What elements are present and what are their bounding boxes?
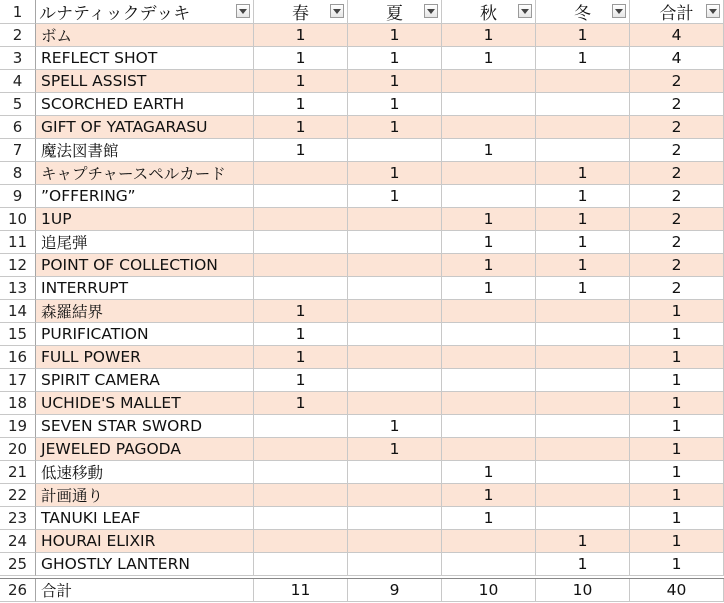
cell-deck-name[interactable]: GIFT OF YATAGARASU <box>36 116 254 139</box>
header-winter-label: 冬 <box>574 4 591 24</box>
cell-total[interactable]: 1 <box>630 530 724 553</box>
cell-autumn[interactable] <box>442 438 536 461</box>
cell-spring[interactable] <box>254 438 348 461</box>
cell-total[interactable]: 1 <box>630 392 724 415</box>
cell-winter[interactable] <box>536 461 630 484</box>
cell-spring[interactable]: 1 <box>254 392 348 415</box>
row-number[interactable]: 6 <box>0 116 36 139</box>
cell-winter[interactable] <box>536 484 630 507</box>
cell-summer[interactable]: 1 <box>348 70 442 93</box>
cell-autumn[interactable]: 1 <box>442 484 536 507</box>
cell-total[interactable]: 2 <box>630 208 724 231</box>
cell-deck-name[interactable]: SCORCHED EARTH <box>36 93 254 116</box>
cell-deck-name[interactable]: 計画通り <box>36 484 254 507</box>
cell-total[interactable]: 2 <box>630 185 724 208</box>
cell-deck-name[interactable]: 魔法図書館 <box>36 139 254 162</box>
cell-spring[interactable]: 1 <box>254 116 348 139</box>
cell-spring[interactable] <box>254 553 348 576</box>
cell-deck-name[interactable]: SPIRIT CAMERA <box>36 369 254 392</box>
header-total-label: 合計 <box>659 4 694 24</box>
cell-spring[interactable]: 1 <box>254 24 348 47</box>
cell-winter[interactable]: 1 <box>536 254 630 277</box>
cell-autumn[interactable]: 1 <box>442 208 536 231</box>
cell-summer[interactable]: 1 <box>348 116 442 139</box>
row-number[interactable]: 23 <box>0 507 36 530</box>
cell-autumn[interactable]: 1 <box>442 277 536 300</box>
cell-deck-name[interactable]: PURIFICATION <box>36 323 254 346</box>
cell-winter[interactable] <box>536 323 630 346</box>
cell-deck-name[interactable]: ”OFFERING” <box>36 185 254 208</box>
cell-summer[interactable] <box>348 300 442 323</box>
cell-spring[interactable] <box>254 277 348 300</box>
cell-summer[interactable] <box>348 461 442 484</box>
cell-deck-name[interactable]: JEWELED PAGODA <box>36 438 254 461</box>
cell-total[interactable]: 2 <box>630 116 724 139</box>
cell-winter[interactable]: 1 <box>536 231 630 254</box>
cell-winter[interactable] <box>536 369 630 392</box>
cell-total[interactable]: 1 <box>630 461 724 484</box>
cell-total[interactable]: 2 <box>630 139 724 162</box>
cell-deck-name[interactable]: GHOSTLY LANTERN <box>36 553 254 576</box>
cell-spring[interactable] <box>254 208 348 231</box>
cell-total[interactable]: 2 <box>630 162 724 185</box>
cell-autumn[interactable] <box>442 185 536 208</box>
cell-winter[interactable]: 1 <box>536 24 630 47</box>
cell-total[interactable]: 2 <box>630 70 724 93</box>
cell-spring[interactable] <box>254 484 348 507</box>
row-number[interactable]: 4 <box>0 70 36 93</box>
cell-spring[interactable] <box>254 415 348 438</box>
cell-autumn[interactable] <box>442 300 536 323</box>
cell-deck-name[interactable]: TANUKI LEAF <box>36 507 254 530</box>
cell-deck-name[interactable]: 低速移動 <box>36 461 254 484</box>
total-winter[interactable]: 10 <box>536 579 630 602</box>
cell-summer[interactable]: 1 <box>348 415 442 438</box>
row-number[interactable]: 26 <box>0 579 36 602</box>
cell-spring[interactable]: 1 <box>254 47 348 70</box>
cell-summer[interactable] <box>348 277 442 300</box>
cell-spring[interactable] <box>254 530 348 553</box>
cell-total[interactable]: 1 <box>630 369 724 392</box>
cell-deck-name[interactable]: UCHIDE'S MALLET <box>36 392 254 415</box>
row-number[interactable]: 25 <box>0 553 36 576</box>
cell-summer[interactable] <box>348 530 442 553</box>
cell-winter[interactable] <box>536 139 630 162</box>
cell-summer[interactable] <box>348 254 442 277</box>
cell-winter[interactable] <box>536 93 630 116</box>
cell-autumn[interactable] <box>442 162 536 185</box>
header-autumn-label: 秋 <box>480 4 497 24</box>
cell-summer[interactable]: 1 <box>348 185 442 208</box>
cell-spring[interactable] <box>254 162 348 185</box>
cell-total[interactable]: 1 <box>630 415 724 438</box>
cell-winter[interactable]: 1 <box>536 208 630 231</box>
row-number[interactable]: 9 <box>0 185 36 208</box>
cell-total[interactable]: 2 <box>630 254 724 277</box>
total-autumn[interactable]: 10 <box>442 579 536 602</box>
cell-summer[interactable]: 1 <box>348 162 442 185</box>
cell-summer[interactable] <box>348 323 442 346</box>
filter-dropdown-icon[interactable] <box>706 4 720 18</box>
cell-summer[interactable] <box>348 208 442 231</box>
row-number[interactable]: 24 <box>0 530 36 553</box>
cell-summer[interactable] <box>348 392 442 415</box>
cell-summer[interactable] <box>348 553 442 576</box>
cell-winter[interactable] <box>536 70 630 93</box>
cell-autumn[interactable] <box>442 392 536 415</box>
cell-autumn[interactable] <box>442 415 536 438</box>
cell-total[interactable]: 1 <box>630 484 724 507</box>
header-name[interactable] <box>36 0 254 24</box>
row-number[interactable]: 11 <box>0 231 36 254</box>
cell-total[interactable]: 2 <box>630 277 724 300</box>
cell-autumn[interactable]: 1 <box>442 24 536 47</box>
cell-spring[interactable]: 1 <box>254 369 348 392</box>
cell-spring[interactable]: 1 <box>254 93 348 116</box>
cell-winter[interactable]: 1 <box>536 162 630 185</box>
cell-autumn[interactable]: 1 <box>442 231 536 254</box>
cell-summer[interactable]: 1 <box>348 47 442 70</box>
cell-summer[interactable] <box>348 507 442 530</box>
header-spring[interactable] <box>254 0 348 24</box>
cell-summer[interactable]: 1 <box>348 24 442 47</box>
cell-total[interactable]: 1 <box>630 346 724 369</box>
cell-autumn[interactable] <box>442 553 536 576</box>
cell-total[interactable]: 1 <box>630 553 724 576</box>
row-number[interactable]: 12 <box>0 254 36 277</box>
filter-dropdown-icon[interactable] <box>612 4 626 18</box>
row-number[interactable]: 2 <box>0 24 36 47</box>
total-label[interactable]: 合計 <box>36 579 254 602</box>
cell-winter[interactable]: 1 <box>536 277 630 300</box>
row-number[interactable]: 15 <box>0 323 36 346</box>
cell-autumn[interactable]: 1 <box>442 461 536 484</box>
header-spring-label: 春 <box>292 4 309 24</box>
header-summer-label: 夏 <box>386 4 403 24</box>
cell-spring[interactable]: 1 <box>254 346 348 369</box>
cell-spring[interactable] <box>254 231 348 254</box>
cell-autumn[interactable] <box>442 530 536 553</box>
cell-winter[interactable] <box>536 116 630 139</box>
cell-spring[interactable] <box>254 507 348 530</box>
cell-total[interactable]: 1 <box>630 323 724 346</box>
cell-summer[interactable] <box>348 346 442 369</box>
cell-winter[interactable] <box>536 438 630 461</box>
cell-winter[interactable]: 1 <box>536 185 630 208</box>
row-number[interactable]: 7 <box>0 139 36 162</box>
cell-spring[interactable]: 1 <box>254 70 348 93</box>
cell-total[interactable]: 1 <box>630 300 724 323</box>
cell-autumn[interactable] <box>442 116 536 139</box>
cell-deck-name[interactable]: REFLECT SHOT <box>36 47 254 70</box>
filter-dropdown-icon[interactable] <box>424 4 438 18</box>
cell-spring[interactable]: 1 <box>254 323 348 346</box>
cell-autumn[interactable] <box>442 369 536 392</box>
row-number[interactable]: 10 <box>0 208 36 231</box>
cell-autumn[interactable] <box>442 346 536 369</box>
cell-summer[interactable]: 1 <box>348 438 442 461</box>
row-number[interactable]: 22 <box>0 484 36 507</box>
header-summer[interactable] <box>348 0 442 24</box>
cell-summer[interactable] <box>348 369 442 392</box>
cell-spring[interactable]: 1 <box>254 300 348 323</box>
header-total[interactable] <box>630 0 724 24</box>
cell-deck-name[interactable]: 追尾弾 <box>36 231 254 254</box>
cell-total[interactable]: 2 <box>630 93 724 116</box>
cell-spring[interactable] <box>254 254 348 277</box>
row-number[interactable]: 19 <box>0 415 36 438</box>
cell-deck-name[interactable]: キャプチャースペルカード <box>36 162 254 185</box>
cell-deck-name[interactable]: ボム <box>36 24 254 47</box>
cell-deck-name[interactable]: INTERRUPT <box>36 277 254 300</box>
cell-autumn[interactable]: 1 <box>442 47 536 70</box>
header-autumn[interactable] <box>442 0 536 24</box>
row-number[interactable]: 13 <box>0 277 36 300</box>
cell-deck-name[interactable]: 森羅結界 <box>36 300 254 323</box>
cell-autumn[interactable] <box>442 323 536 346</box>
row-number[interactable]: 5 <box>0 93 36 116</box>
cell-winter[interactable] <box>536 346 630 369</box>
cell-spring[interactable] <box>254 461 348 484</box>
cell-deck-name[interactable]: SEVEN STAR SWORD <box>36 415 254 438</box>
cell-winter[interactable]: 1 <box>536 47 630 70</box>
row-number[interactable]: 14 <box>0 300 36 323</box>
cell-autumn[interactable]: 1 <box>442 507 536 530</box>
total-spring[interactable]: 11 <box>254 579 348 602</box>
cell-summer[interactable]: 1 <box>348 93 442 116</box>
cell-total[interactable]: 1 <box>630 438 724 461</box>
cell-total[interactable]: 4 <box>630 47 724 70</box>
cell-winter[interactable]: 1 <box>536 530 630 553</box>
cell-winter[interactable] <box>536 392 630 415</box>
cell-winter[interactable] <box>536 415 630 438</box>
cell-total[interactable]: 2 <box>630 231 724 254</box>
cell-deck-name[interactable]: HOURAI ELIXIR <box>36 530 254 553</box>
row-number[interactable]: 8 <box>0 162 36 185</box>
cell-spring[interactable]: 1 <box>254 139 348 162</box>
total-total[interactable]: 40 <box>630 579 724 602</box>
row-number[interactable]: 3 <box>0 47 36 70</box>
cell-summer[interactable] <box>348 139 442 162</box>
row-number[interactable]: 21 <box>0 461 36 484</box>
total-summer[interactable]: 9 <box>348 579 442 602</box>
cell-autumn[interactable] <box>442 70 536 93</box>
row-number[interactable]: 20 <box>0 438 36 461</box>
cell-winter[interactable]: 1 <box>536 553 630 576</box>
cell-total[interactable]: 1 <box>630 507 724 530</box>
cell-summer[interactable] <box>348 231 442 254</box>
cell-autumn[interactable]: 1 <box>442 139 536 162</box>
cell-winter[interactable] <box>536 300 630 323</box>
filter-dropdown-icon[interactable] <box>518 4 532 18</box>
cell-summer[interactable] <box>348 484 442 507</box>
filter-dropdown-icon[interactable] <box>330 4 344 18</box>
filter-dropdown-icon[interactable] <box>236 4 250 18</box>
cell-deck-name[interactable]: 1UP <box>36 208 254 231</box>
cell-autumn[interactable]: 1 <box>442 254 536 277</box>
row-number[interactable]: 18 <box>0 392 36 415</box>
row-number[interactable]: 17 <box>0 369 36 392</box>
row-number[interactable]: 16 <box>0 346 36 369</box>
cell-total[interactable]: 4 <box>630 24 724 47</box>
header-name-label: ルナティックデッキ <box>39 4 191 24</box>
cell-deck-name[interactable]: POINT OF COLLECTION <box>36 254 254 277</box>
cell-deck-name[interactable]: SPELL ASSIST <box>36 70 254 93</box>
header-winter[interactable] <box>536 0 630 24</box>
cell-spring[interactable] <box>254 185 348 208</box>
row-number[interactable]: 1 <box>0 0 36 24</box>
cell-autumn[interactable] <box>442 93 536 116</box>
cell-deck-name[interactable]: FULL POWER <box>36 346 254 369</box>
cell-winter[interactable] <box>536 507 630 530</box>
